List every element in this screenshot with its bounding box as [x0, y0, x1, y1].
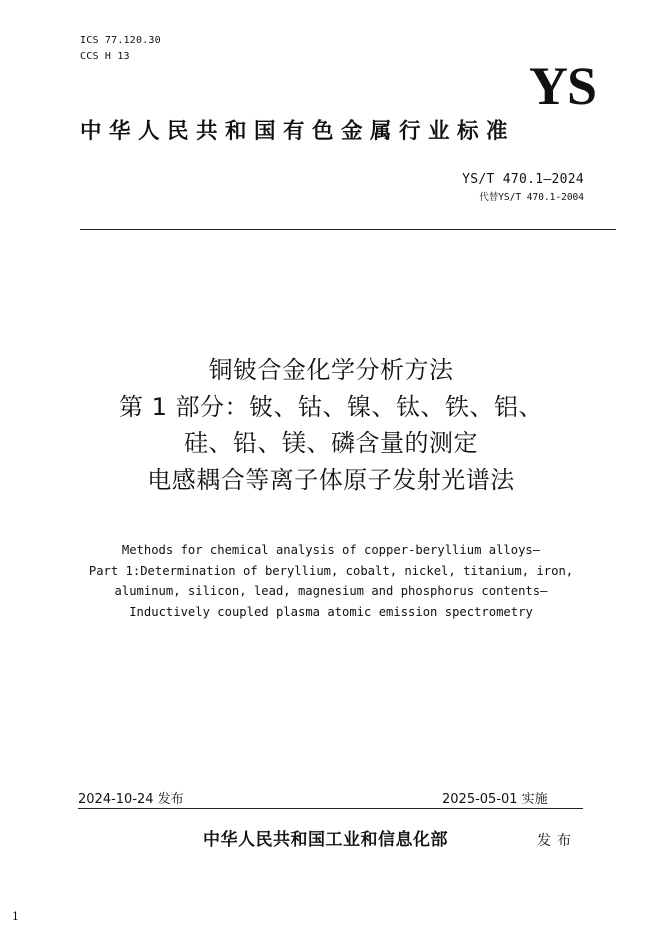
publish-label: 发布	[537, 833, 577, 849]
standard-number: YS/T 470.1—2024	[462, 172, 584, 187]
issuing-authority: 中华人民共和国工业和信息化部	[203, 830, 448, 850]
ics-code: ICS 77.120.30	[80, 35, 161, 46]
english-title-line-3: aluminum, silicon, lead, magnesium and phosphorus contents—	[114, 584, 548, 598]
english-title-line-2: Part 1:Determination of beryllium, cobalt, nickel, titanium, iron,	[88, 563, 574, 578]
chinese-title-line-1: 铜铍合金化学分析方法	[208, 356, 454, 384]
issue-date: 2024-10-24 发布	[78, 792, 184, 807]
ys-logo: YS	[528, 56, 596, 116]
chinese-title-line-3: 硅、铅、镁、磷含量的测定	[184, 429, 478, 457]
english-title-line-4: Inductively coupled plasma atomic emission spectrometry	[129, 604, 533, 619]
replaced-standard: 代替YS/T 470.1-2004	[479, 192, 584, 203]
chinese-title-line-4: 电感耦合等离子体原子发射光谱法	[147, 465, 515, 494]
page-number: 1	[12, 910, 19, 923]
chinese-title-line-2: 第 1 部分：铍、钴、镍、钛、铁、铝、	[118, 392, 544, 421]
english-title-line-1: Methods for chemical analysis of copper-beryllium alloys—	[121, 543, 541, 557]
date-divider	[78, 808, 583, 809]
english-title	[0, 540, 662, 622]
header-divider	[80, 229, 616, 230]
implementation-date: 2025-05-01 实施	[442, 792, 548, 807]
chinese-title	[0, 352, 662, 498]
ccs-code: CCS H 13	[80, 51, 130, 62]
standard-category-title: 中华人民共和国有色金属行业标准	[80, 119, 516, 144]
